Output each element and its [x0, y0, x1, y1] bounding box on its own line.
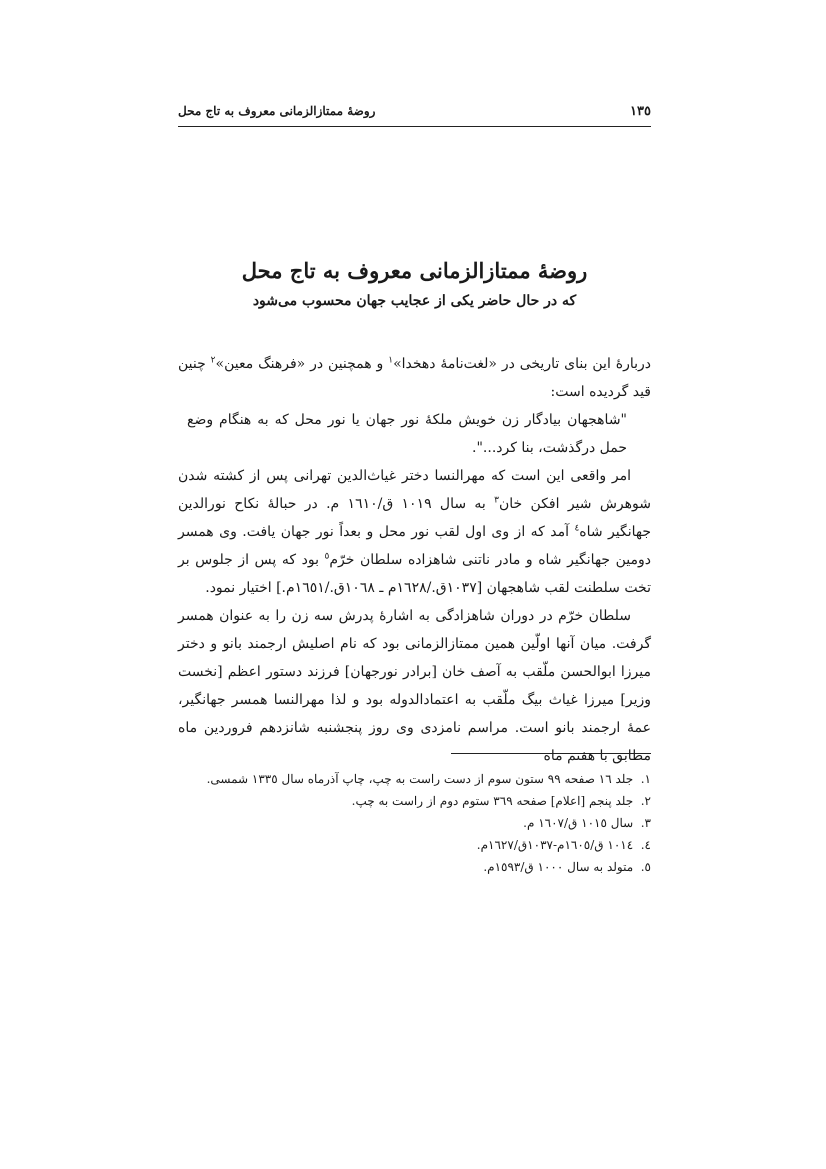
footnote-2-text: جلد پنجم [اعلام] صفحه ٣٦٩ ستوم دوم از راست به چپ.	[351, 794, 634, 808]
paragraph-1	[178, 350, 651, 406]
paragraph-1-part-c: چنین قید گردیده است:	[178, 356, 651, 400]
paragraph-2-part-b: به سال ١٠١٩ ق/١٦١٠ م. در حبالهٔ نکاح نورالدین جهانگیر شاه	[178, 496, 651, 540]
paragraph-2-part-c: آمد که از وی اول لقب نور محل و بعداً نور جهان یافت. وی همسر دومین جهانگیر شاه و مادر ناتنی شاهزاده سلطان خرّم	[178, 524, 651, 568]
footnote-3	[178, 812, 651, 834]
paragraph-2-part-d: بود که پس از جلوس بر تخت سلطنت لقب شاهجهان [١٠٣٧ق./١٦٢٨م ـ ١٠٦٨ق./١٦٥١م.] اختیار نمود.	[178, 552, 651, 596]
block-quote: "شاهجهان بیادگار زن خویش ملکهٔ نور جهان یا نور محل که به هنگام وضع حمل درگذشت، بنا کرد...".	[187, 412, 627, 456]
chapter-title: روضهٔ ممتازالزمانی معروف به تاج محل	[241, 258, 588, 283]
page-number: ١٣٥	[630, 104, 651, 119]
footnote-divider	[451, 753, 651, 754]
footnote-2-number: ٢.	[640, 794, 651, 808]
footnote-1-number: ١.	[640, 772, 651, 786]
footnote-4-text: ١٠١٤ ق/١٦٠٥م-١٠٣٧ق/١٦٢٧م.	[476, 838, 634, 852]
footnote-4-number: ٤.	[640, 838, 651, 852]
chapter-subtitle: که در حال حاضر یکی از عجایب جهان محسوب می‌شود	[252, 293, 577, 309]
footnote-ref-2: ٢	[210, 355, 216, 366]
footnote-2	[178, 790, 651, 812]
running-header	[178, 98, 651, 127]
paragraph-3: سلطان خرّم در دوران شاهزادگی به اشارهٔ پدرش سه زن را به عنوان همسر گرفت. میان آنها اولّین همین ممتازالزمانی بود که نام اصلیش ارجمند بانو و دختر میرزا ابوالحسن ملّقب به آصف خان [برادر نورجهان] فرزند دستور اعظم [نخست وزیر] میرزا غیاث بیگ ملّقب به اعتمادالدوله بود و لذا مهرالنسا همسر جهانگیر، عمهٔ ارجمند بانو است. مراسم نامزدی وی روز پنجشنبه شانزدهم فروردین ماه مطابق با هفتم ماه	[178, 608, 652, 764]
paragraph-1-part-b: و همچنین در «فرهنگ معین»	[215, 356, 389, 372]
paragraph-2-part-a: امر واقعی این است که مهرالنسا دختر غیاث‌الدین تهرانی پس از کشته شدن شوهرش شیر افکن خان	[178, 468, 651, 512]
footnote-3-text: سال ١٠١٥ ق/١٦٠٧ م.	[523, 816, 634, 830]
footnote-ref-4: ٤	[574, 523, 580, 534]
paragraph-1-part-a: دربارهٔ این بنای تاریخی در «لغت‌نامهٔ دهخدا»	[393, 356, 651, 372]
footnote-5-number: ٥.	[640, 860, 651, 874]
footnote-5	[178, 856, 651, 878]
footnote-1-text: جلد ١٦ صفحه ٩٩ ستون سوم از دست راست به چپ، چاپ آذرماه سال ١٣٣٥ شمسی.	[206, 772, 634, 786]
footnote-ref-3: ٣	[494, 495, 499, 506]
footnote-1	[178, 768, 651, 790]
body-text	[178, 350, 651, 770]
running-title: روضهٔ ممتازالزمانی معروف به تاج محل	[178, 104, 376, 118]
paragraph-2	[178, 462, 651, 602]
footnote-ref-1: ١	[388, 355, 394, 366]
footnote-3-number: ٣.	[640, 816, 651, 830]
chapter-heading	[178, 254, 651, 314]
footnote-4	[178, 834, 651, 856]
footnotes	[178, 768, 651, 878]
footnote-5-text: متولد به سال ١٠٠٠ ق/١٥٩٣م.	[483, 860, 634, 874]
footnote-ref-5: ٥	[324, 551, 330, 562]
